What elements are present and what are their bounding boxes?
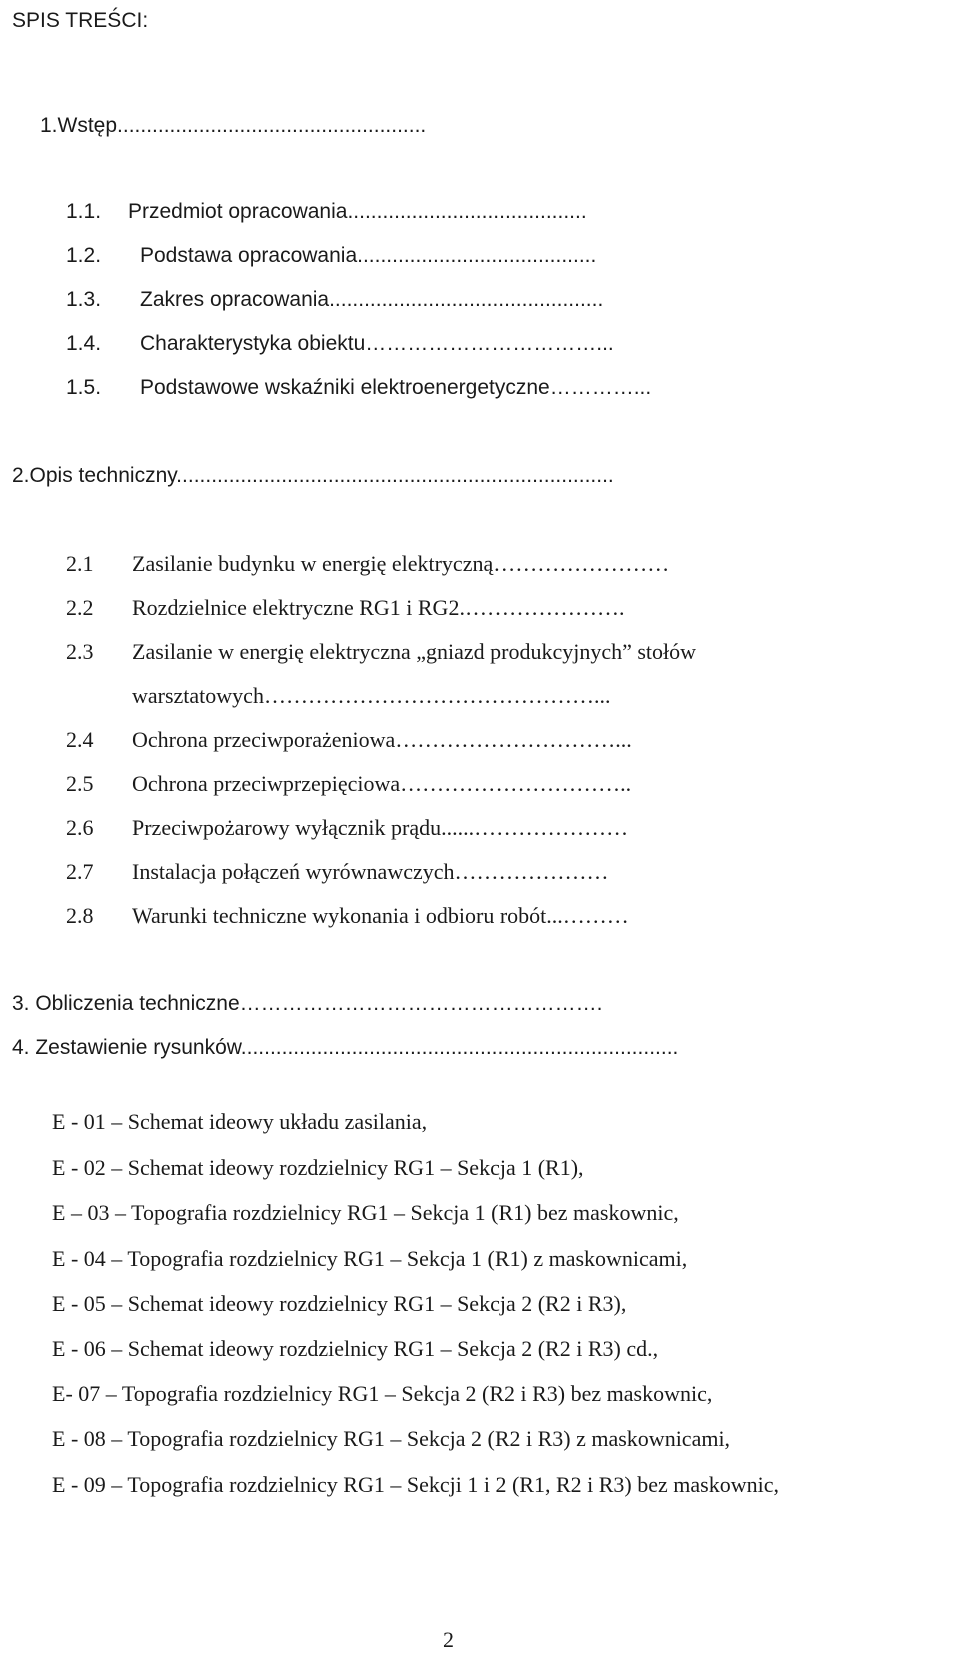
toc-item-2-2-text: Rozdzielnice elektryczne RG1 i RG2.…………………. bbox=[132, 595, 625, 620]
drawing-list-item: E - 05 – Schemat ideowy rozdzielnicy RG1 – Sekcja 2 (R2 i R3), bbox=[52, 1291, 627, 1316]
toc-item-2-6-text: Przeciwpożarowy wyłącznik prądu......………………… bbox=[132, 815, 629, 840]
toc-item-2-3-text: Zasilanie w energię elektryczna „gniazd produkcyjnych” stołów bbox=[132, 639, 697, 664]
drawing-list-item: E - 08 – Topografia rozdzielnicy RG1 – Sekcja 2 (R2 i R3) z maskownicami, bbox=[52, 1426, 731, 1451]
toc-section-4-heading: 4. Zestawienie rysunków........................................................................... bbox=[12, 1036, 679, 1059]
toc-item-2-4-number: 2.4 bbox=[66, 727, 94, 752]
toc-section-3-heading: 3. Obliczenia techniczne……………………………………………. bbox=[12, 992, 603, 1015]
toc-item-2-4-text: Ochrona przeciwporażeniowa…………………………... bbox=[132, 727, 632, 752]
toc-item-2-5-text: Ochrona przeciwprzepięciowa………………………….. bbox=[132, 771, 632, 796]
toc-item-2-3-number: 2.3 bbox=[66, 639, 94, 664]
toc-section-2-heading: 2.Opis techniczny........................................................................... bbox=[12, 464, 614, 487]
toc-item-2-5-number: 2.5 bbox=[66, 771, 94, 796]
toc-item-2-1-number: 2.1 bbox=[66, 551, 94, 576]
drawing-list-item: E - 06 – Schemat ideowy rozdzielnicy RG1 – Sekcja 2 (R2 i R3) cd., bbox=[52, 1336, 659, 1361]
toc-item-1-4-number: 1.4. bbox=[66, 332, 102, 355]
page-title: SPIS TREŚCI: bbox=[12, 9, 149, 32]
toc-item-2-1-text: Zasilanie budynku w energię elektryczną…………………… bbox=[132, 551, 670, 576]
drawing-list-item: E – 03 – Topografia rozdzielnicy RG1 – Sekcja 1 (R1) bez maskownic, bbox=[52, 1200, 679, 1225]
drawing-list-item: E- 07 – Topografia rozdzielnicy RG1 – Sekcja 2 (R2 i R3) bez maskownic, bbox=[52, 1381, 713, 1406]
toc-item-2-6-number: 2.6 bbox=[66, 815, 94, 840]
drawing-list-item: E - 04 – Topografia rozdzielnicy RG1 – Sekcja 1 (R1) z maskownicami, bbox=[52, 1246, 688, 1271]
toc-item-1-2-text: Podstawa opracowania......................................... bbox=[140, 244, 597, 267]
toc-item-1-5-number: 1.5. bbox=[66, 376, 102, 399]
toc-item-1-5-text: Podstawowe wskaźniki elektroenergetyczne…………... bbox=[140, 376, 652, 399]
toc-item-2-8-number: 2.8 bbox=[66, 903, 94, 928]
toc-section-1-heading: 1.Wstęp..................................................... bbox=[40, 114, 427, 137]
drawing-list-item: E - 09 – Topografia rozdzielnicy RG1 – Sekcji 1 i 2 (R1, R2 i R3) bez maskownic, bbox=[52, 1472, 779, 1497]
toc-item-1-3-number: 1.3. bbox=[66, 288, 102, 311]
toc-item-1-1-text: Przedmiot opracowania......................................... bbox=[128, 200, 587, 223]
drawing-list-item: E - 02 – Schemat ideowy rozdzielnicy RG1 – Sekcja 1 (R1), bbox=[52, 1155, 584, 1180]
drawing-list-item: E - 01 – Schemat ideowy układu zasilania, bbox=[52, 1109, 428, 1134]
toc-item-1-1-number: 1.1. bbox=[66, 200, 102, 223]
toc-item-2-3-continuation: warsztatowych………………………………………... bbox=[132, 683, 611, 708]
toc-item-2-2-number: 2.2 bbox=[66, 595, 94, 620]
page-number: 2 bbox=[443, 1627, 454, 1652]
toc-item-2-8-text: Warunki techniczne wykonania i odbioru robót...……… bbox=[132, 903, 629, 928]
toc-item-2-7-text: Instalacja połączeń wyrównawczych………………… bbox=[132, 859, 609, 884]
toc-item-1-3-text: Zakres opracowania............................................... bbox=[140, 288, 604, 311]
toc-item-2-7-number: 2.7 bbox=[66, 859, 94, 884]
toc-item-1-4-text: Charakterystyka obiektu……………………………... bbox=[140, 332, 614, 355]
toc-item-1-2-number: 1.2. bbox=[66, 244, 102, 267]
